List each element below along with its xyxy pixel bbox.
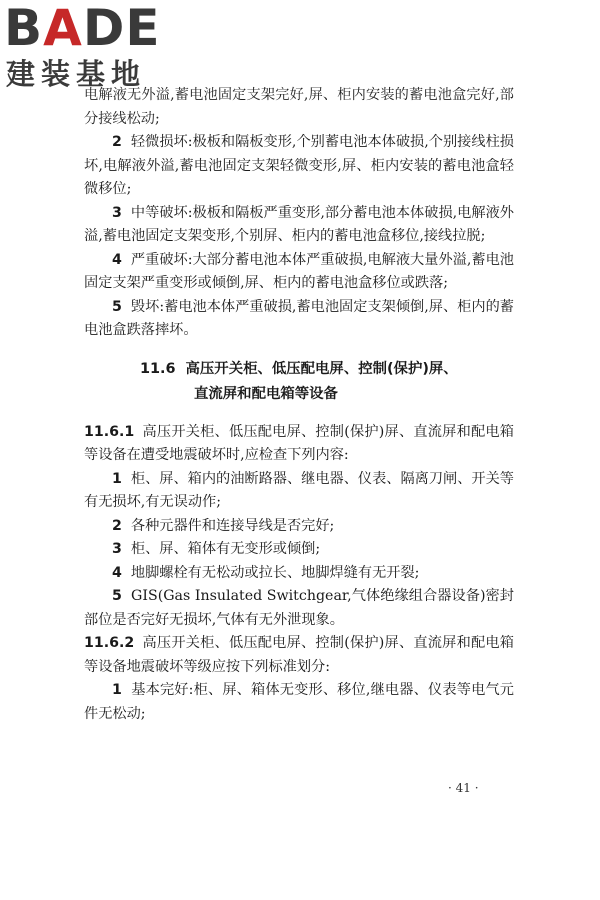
logo-letter: B [4, 0, 44, 57]
section-heading-line1 [84, 357, 514, 382]
list-item [84, 202, 514, 249]
section-title-line2: 直流屏和配电箱等设备 [194, 385, 338, 402]
list-item [84, 562, 514, 586]
item-number: 4 [112, 251, 122, 268]
logo-letters: DE [82, 0, 161, 57]
list-item [84, 296, 514, 343]
item-text: 各种元器件和连接导线是否完好; [130, 517, 335, 534]
item-number: 2 [112, 517, 122, 534]
list-item [84, 249, 514, 296]
list-item [84, 468, 514, 515]
item-text: 严重破坏:大部分蓄电池本体严重破损,电解液大量外溢,蓄电池固定支架严重变形或倾倒,屏、柜内的蓄电池盒移位或跌落; [84, 251, 514, 291]
logo-accent-letter: A [43, 0, 83, 57]
item-number: 1 [112, 470, 122, 487]
clause-text: 高压开关柜、低压配电屏、控制(保护)屏、直流屏和配电箱等设备地震破坏等级应按下列标准划分: [84, 635, 514, 675]
item-number: 4 [112, 564, 122, 581]
item-text: 柜、屏、箱体有无变形或倾倒; [130, 541, 321, 557]
clause-paragraph [84, 421, 514, 468]
item-text: 中等破坏:极板和隔板严重变形,部分蓄电池本体破损,电解液外溢,蓄电池固定支架变形,个别屏、柜内的蓄电池盒移位,接线拉脱; [84, 204, 514, 244]
list-item [84, 538, 514, 562]
clause-text: 高压开关柜、低压配电屏、控制(保护)屏、直流屏和配电箱等设备在遭受地震破坏时,应检查下列内容: [84, 423, 514, 463]
item-text: 基本完好:柜、屏、箱体无变形、移位,继电器、仪表等电气元件无松动; [84, 682, 514, 722]
list-item [84, 585, 514, 632]
clause-number: 11.6.1 [84, 423, 135, 440]
item-text: GIS(Gas Insulated Switchgear,气体绝缘组合器设备)密封部位是否完好无损坏,气体有无外泄现象。 [84, 588, 514, 628]
section-heading [84, 357, 514, 407]
logo-text-en [4, 0, 161, 57]
clause-paragraph [84, 632, 514, 679]
item-text: 毁坏:蓄电池本体严重破损,蓄电池固定支架倾倒,屏、柜内的蓄电池盒跌落摔坏。 [84, 298, 514, 338]
logo-text-cn: 建装基地 [6, 57, 147, 91]
page-number: · 41 · [448, 781, 479, 795]
continued-paragraph: 电解液无外溢,蓄电池固定支架完好,屏、柜内安装的蓄电池盒完好,部分接线松动; [84, 87, 514, 127]
item-text: 柜、屏、箱内的油断路器、继电器、仪表、隔离刀闸、开关等有无损坏,有无误动作; [84, 470, 514, 510]
clause-number: 11.6.2 [84, 635, 135, 651]
list-item [84, 515, 514, 539]
section-title-line1: 高压开关柜、低压配电屏、控制(保护)屏、 [185, 360, 458, 377]
list-item [84, 131, 514, 202]
page-content [84, 84, 514, 726]
item-text: 轻微损坏:极板和隔板变形,个别蓄电池本体破损,个别接线柱损坏,电解液外溢,蓄电池固定支架轻微变形,屏、柜内安装的蓄电池盒轻微移位; [84, 134, 514, 197]
item-number: 2 [112, 134, 122, 150]
brand-logo [4, 2, 179, 94]
list-item [84, 679, 514, 726]
section-number: 11.6 [140, 360, 176, 377]
item-text: 地脚螺栓有无松动或拉长、地脚焊缝有无开裂; [130, 564, 420, 581]
item-number: 3 [112, 204, 122, 221]
item-number: 3 [112, 541, 122, 557]
item-number: 5 [112, 298, 122, 315]
item-number: 1 [112, 682, 122, 698]
item-number: 5 [112, 588, 122, 604]
